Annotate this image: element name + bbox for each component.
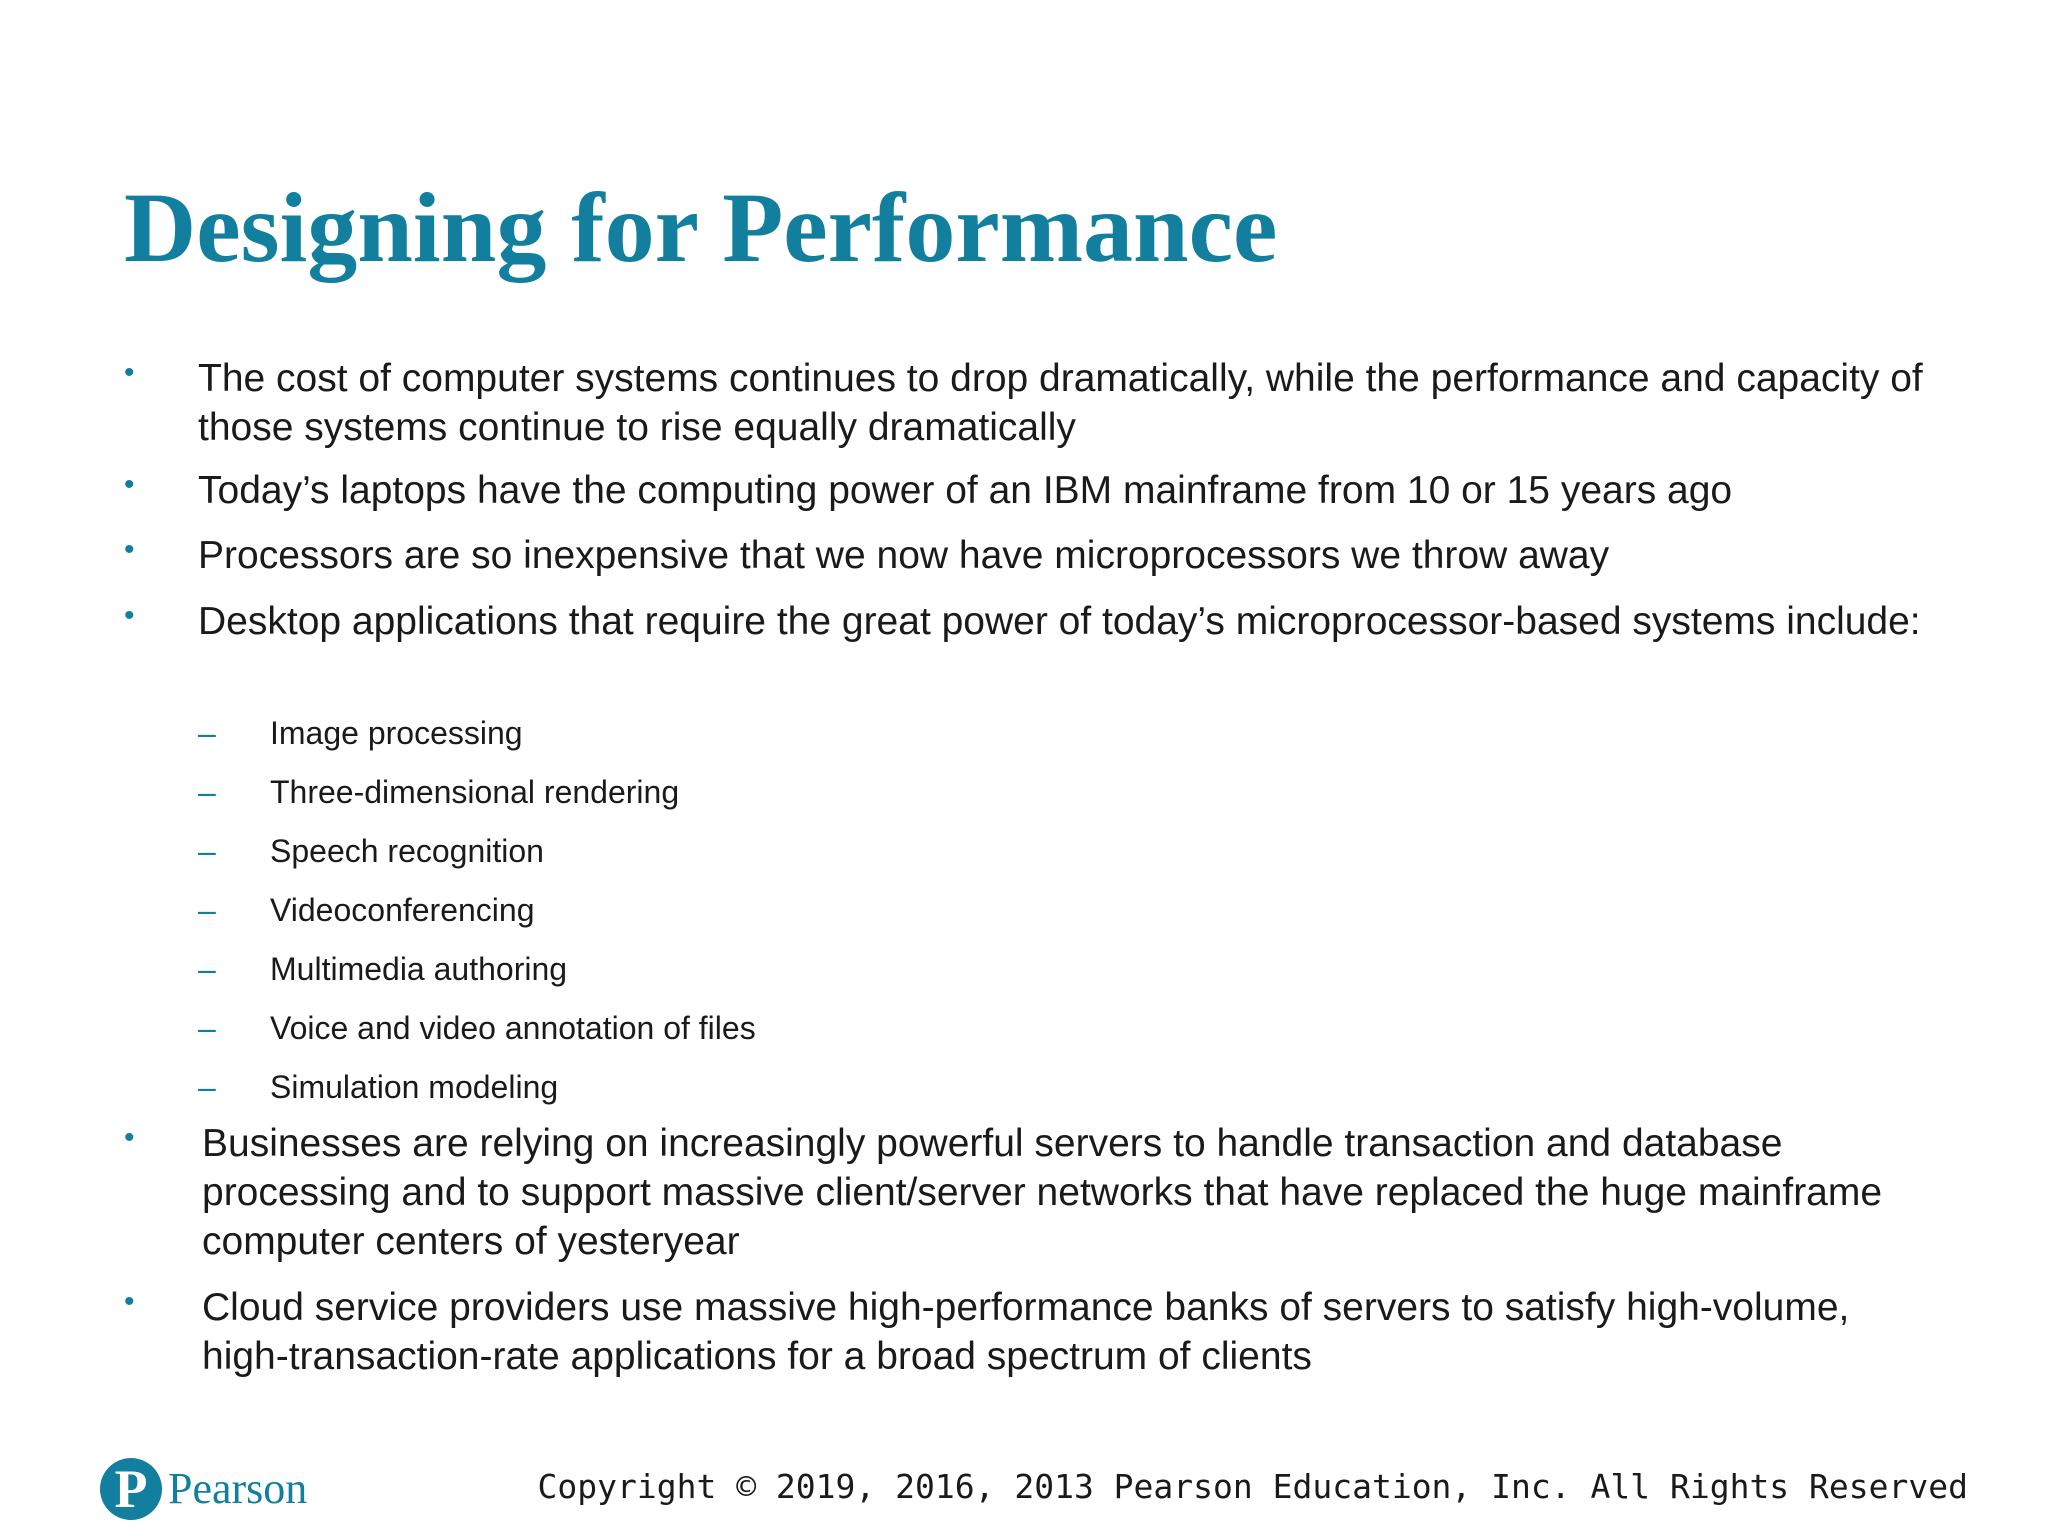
bullet-marker: • [124, 533, 135, 566]
pearson-logo-letter: P [114, 1459, 148, 1519]
sub-item-marker: – [198, 774, 216, 810]
copyright-notice: Copyright © 2019, 2016, 2013 Pearson Education, Inc. All Rights Reserved [537, 1467, 1968, 1506]
sub-item-text: Simulation modeling [270, 1069, 559, 1105]
sub-item-text: Voice and video annotation of files [270, 1010, 756, 1046]
sub-item-text: Speech recognition [270, 833, 544, 869]
sub-item-text: Image processing [270, 715, 523, 751]
sub-item-text: Three-dimensional rendering [270, 774, 680, 810]
bullet-text: Cloud service providers use massive high-performance banks of servers to satisfy high-volume, high-transaction-rate applications for a broad spectrum of clients [202, 1286, 1850, 1378]
sub-item-marker: – [198, 1010, 216, 1046]
bullet-marker: • [124, 1285, 135, 1318]
bullet-text: The cost of computer systems continues to drop dramatically, while the performance and capacity of those systems continue to rise equally dramatically [198, 357, 1923, 449]
bullet-marker: • [124, 599, 135, 632]
bullet-marker: • [124, 356, 135, 389]
bullet-text: Businesses are relying on increasingly powerful servers to handle transaction and database processing and to support massive client/server networks that have replaced the huge mainframe computer centers of yesteryear [202, 1122, 1883, 1263]
bullet-marker: • [124, 468, 135, 501]
sub-item-text: Videoconferencing [270, 892, 535, 928]
sub-item-marker: – [198, 833, 216, 869]
slide-title: Designing for Performance [124, 172, 1278, 283]
sub-item-text: Multimedia authoring [270, 951, 568, 987]
pearson-logo [100, 1458, 330, 1524]
bullet-text: Processors are so inexpensive that we now have microprocessors we throw away [198, 534, 1610, 577]
sub-item-marker: – [198, 951, 216, 987]
sub-item-marker: – [198, 892, 216, 928]
sub-item-marker: – [198, 715, 216, 751]
sub-item-marker: – [198, 1069, 216, 1105]
bullet-text: Today’s laptops have the computing power of an IBM mainframe from 10 or 15 years ago [198, 469, 1733, 512]
bullet-text: Desktop applications that require the great power of today’s microprocessor-based systems include: [198, 600, 1921, 643]
pearson-logo-text: Pearson [168, 1464, 308, 1513]
bullet-marker: • [124, 1121, 135, 1154]
